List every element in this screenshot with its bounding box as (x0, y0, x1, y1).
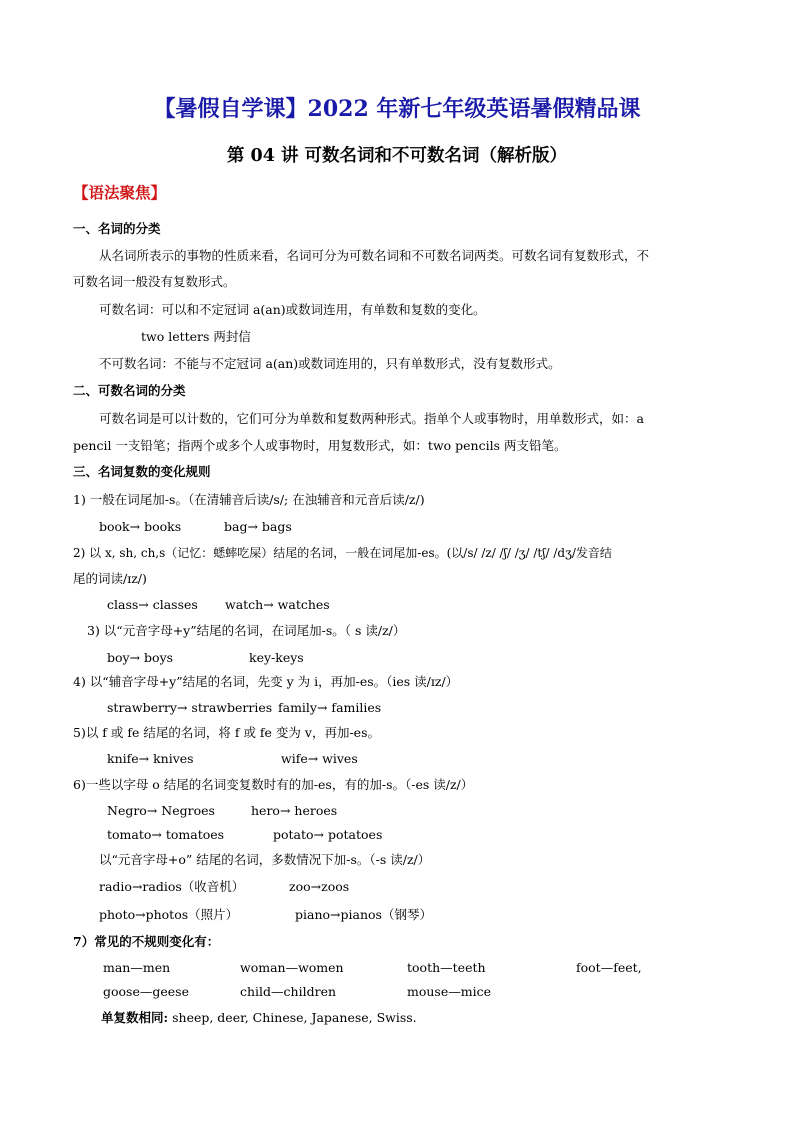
rule-6: 6)一些以字母 o 结尾的名词变复数时有的加-es，有的加-s。（-es 读/z/） (73, 777, 474, 792)
paragraph-line: pencil 一支铅笔；指两个或多个人或事物时，用复数形式，如：two pencils 两支铅笔。 (73, 438, 567, 453)
example: bag→ bags (224, 519, 292, 534)
irregular-example: man—men (103, 960, 171, 975)
rule-5: 5)以 f 或 fe 结尾的名词，将 f 或 fe 变为 v，再加-es。 (73, 725, 380, 740)
same-label: 单复数相同: (101, 1010, 169, 1025)
rule-3: 3) 以“元音字母+y”结尾的名词，在词尾加-s。（ s 读/z/） (87, 623, 406, 638)
example: zoo→zoos (289, 879, 350, 894)
uncountable-definition: 不可数名词：不能与不定冠词 a(an)或数词连用的，只有单数形式，没有复数形式。 (99, 356, 561, 371)
page-title: 【暑假自学课】2022 年新七年级英语暑假精品课 (153, 96, 641, 122)
rule-2: 2) 以 x, sh, ch,s（记忆：蟋蟀吃屎）结尾的名词，一般在词尾加-es。(以/s/ /z/ /ʃ/ /ʒ/ /tʃ/ /dʒ/发音结 (73, 546, 612, 560)
example: piano→pianos（钢琴） (295, 907, 432, 922)
page-subtitle: 第 04 讲 可数名词和不可数名词（解析版） (226, 146, 568, 166)
example: boy→ boys (107, 650, 174, 665)
rule-4: 4) 以“辅音字母+y”结尾的名词，先变 y 为 i，再加-es。（ies 读/ɪz/） (73, 674, 459, 689)
rule-1: 1) 一般在词尾加-s。（在清辅音后读/s/; 在浊辅音和元音后读/z/) (73, 492, 425, 507)
section-title: 【语法聚焦】 (73, 183, 167, 202)
example: watch→ watches (225, 597, 330, 612)
example: potato→ potatoes (273, 827, 383, 842)
example: photo→photos（照片） (99, 907, 239, 922)
example: tomato→ tomatoes (107, 827, 225, 842)
paragraph-line: 可数名词是可以计数的，它们可分为单数和复数两种形式。指单个人或事物时，用单数形式，如：a (99, 411, 644, 426)
rule-6-note: 以“元音字母+o” 结尾的名词，多数情况下加-s。（-s 读/z/） (99, 852, 431, 867)
example: key-keys (249, 650, 304, 665)
rule-7: 7）常见的不规则变化有： (73, 934, 220, 949)
paragraph-line: 从名词所表示的事物的性质来看，名词可分为可数名词和不可数名词两类。可数名词有复数形式，不 (99, 248, 650, 263)
example: class→ classes (107, 597, 198, 612)
example: strawberry→ strawberries (107, 700, 273, 715)
irregular-example: foot—feet, (576, 960, 642, 975)
example: wife→ wives (281, 751, 358, 766)
heading-countable-classification: 二、可数名词的分类 (73, 383, 186, 398)
rule-2-cont: 尾的词读/ɪz/) (73, 571, 147, 586)
same-words: sheep, deer, Chinese, Japanese, Swiss. (168, 1010, 417, 1025)
irregular-example: goose—geese (103, 984, 189, 999)
paragraph-line: 可数名词一般没有复数形式。 (73, 274, 236, 289)
example: Negro→ Negroes (107, 803, 215, 818)
irregular-example: woman—women (240, 960, 344, 975)
irregular-example: mouse—mice (407, 984, 491, 999)
example: hero→ heroes (251, 803, 338, 818)
irregular-example: tooth—teeth (407, 960, 486, 975)
countable-definition: 可数名词：可以和不定冠词 a(an)或数词连用，有单数和复数的变化。 (99, 302, 486, 317)
same-singular-plural (101, 1010, 417, 1026)
countable-example: two letters 两封信 (141, 329, 251, 344)
example: radio→radios（收音机） (99, 879, 245, 894)
irregular-example: child—children (240, 984, 337, 999)
heading-noun-classification: 一、名词的分类 (73, 221, 161, 236)
example: book→ books (99, 519, 182, 534)
example: family→ families (278, 700, 382, 715)
heading-plural-rules: 三、名词复数的变化规则 (73, 464, 211, 479)
example: knife→ knives (107, 751, 194, 766)
